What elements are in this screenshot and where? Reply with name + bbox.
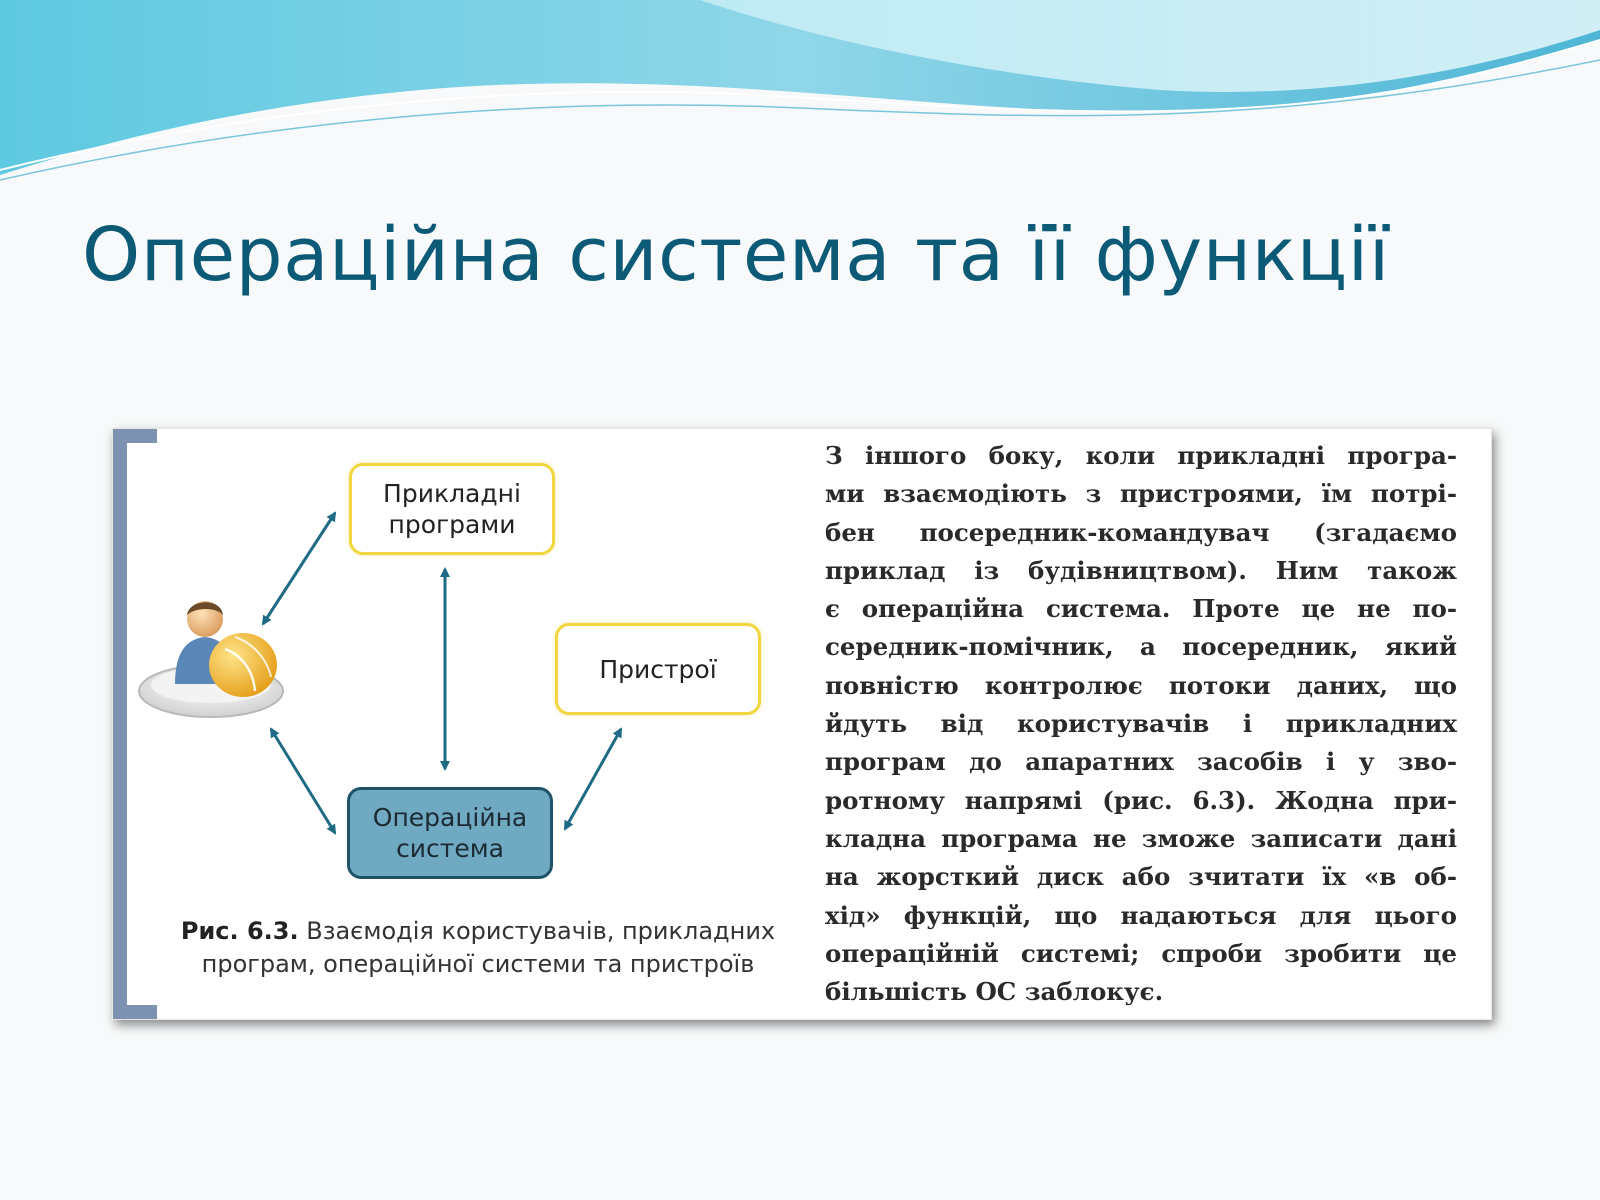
body-line: програм до апаратних засобів і у зво- bbox=[825, 747, 1457, 777]
textbook-excerpt-card bbox=[112, 428, 1492, 1020]
body-line: середник-помічник, а посередник, який bbox=[825, 632, 1457, 662]
body-line: кладна програма не зможе записати дані bbox=[825, 823, 1457, 853]
applications-box: Прикладні програми bbox=[349, 463, 555, 555]
header-wave-decoration bbox=[0, 0, 1600, 200]
body-line: є операційна система. Проте це не по- bbox=[825, 594, 1457, 624]
user-icon bbox=[139, 601, 283, 717]
body-line: операційній системі; спроби зробити це bbox=[825, 938, 1457, 968]
body-line: ротному напрямі (рис. 6.3). Жодна при- bbox=[825, 785, 1457, 815]
devices-box: Пристрої bbox=[555, 623, 761, 715]
body-line: йдуть від користувачів і прикладних bbox=[825, 709, 1457, 739]
body-line: бен посередник-командувач (згадаємо bbox=[825, 517, 1457, 547]
figure-caption bbox=[153, 915, 803, 981]
arrow-devices-os bbox=[565, 729, 621, 829]
arrow-user-os bbox=[271, 729, 335, 833]
figure-caption-label: Рис. 6.3. bbox=[180, 917, 299, 945]
body-line: більшість ОС заблокує. bbox=[825, 977, 1164, 1007]
body-line: З іншого боку, коли прикладні програ- bbox=[825, 441, 1457, 470]
figure-caption-text: Взаємодія користувачів, прикладних програм, операційної системи та пристроїв bbox=[201, 917, 776, 978]
body-line: на жорсткий диск або зчитати їх «в об- bbox=[825, 862, 1457, 892]
slide-title: Операційна система та її функції bbox=[82, 212, 1390, 298]
body-line: повністю контролює потоки даних, що bbox=[825, 670, 1457, 700]
operating-system-box: Операційна система bbox=[347, 787, 553, 879]
arrow-user-applications bbox=[263, 513, 335, 624]
body-line: ми взаємодіють з пристроями, їм потрі- bbox=[825, 479, 1457, 509]
body-line: приклад із будівництвом). Ним також bbox=[825, 555, 1457, 585]
body-paragraph bbox=[825, 437, 1457, 1011]
body-line: хід» функцій, що надаються для цього bbox=[825, 900, 1457, 930]
